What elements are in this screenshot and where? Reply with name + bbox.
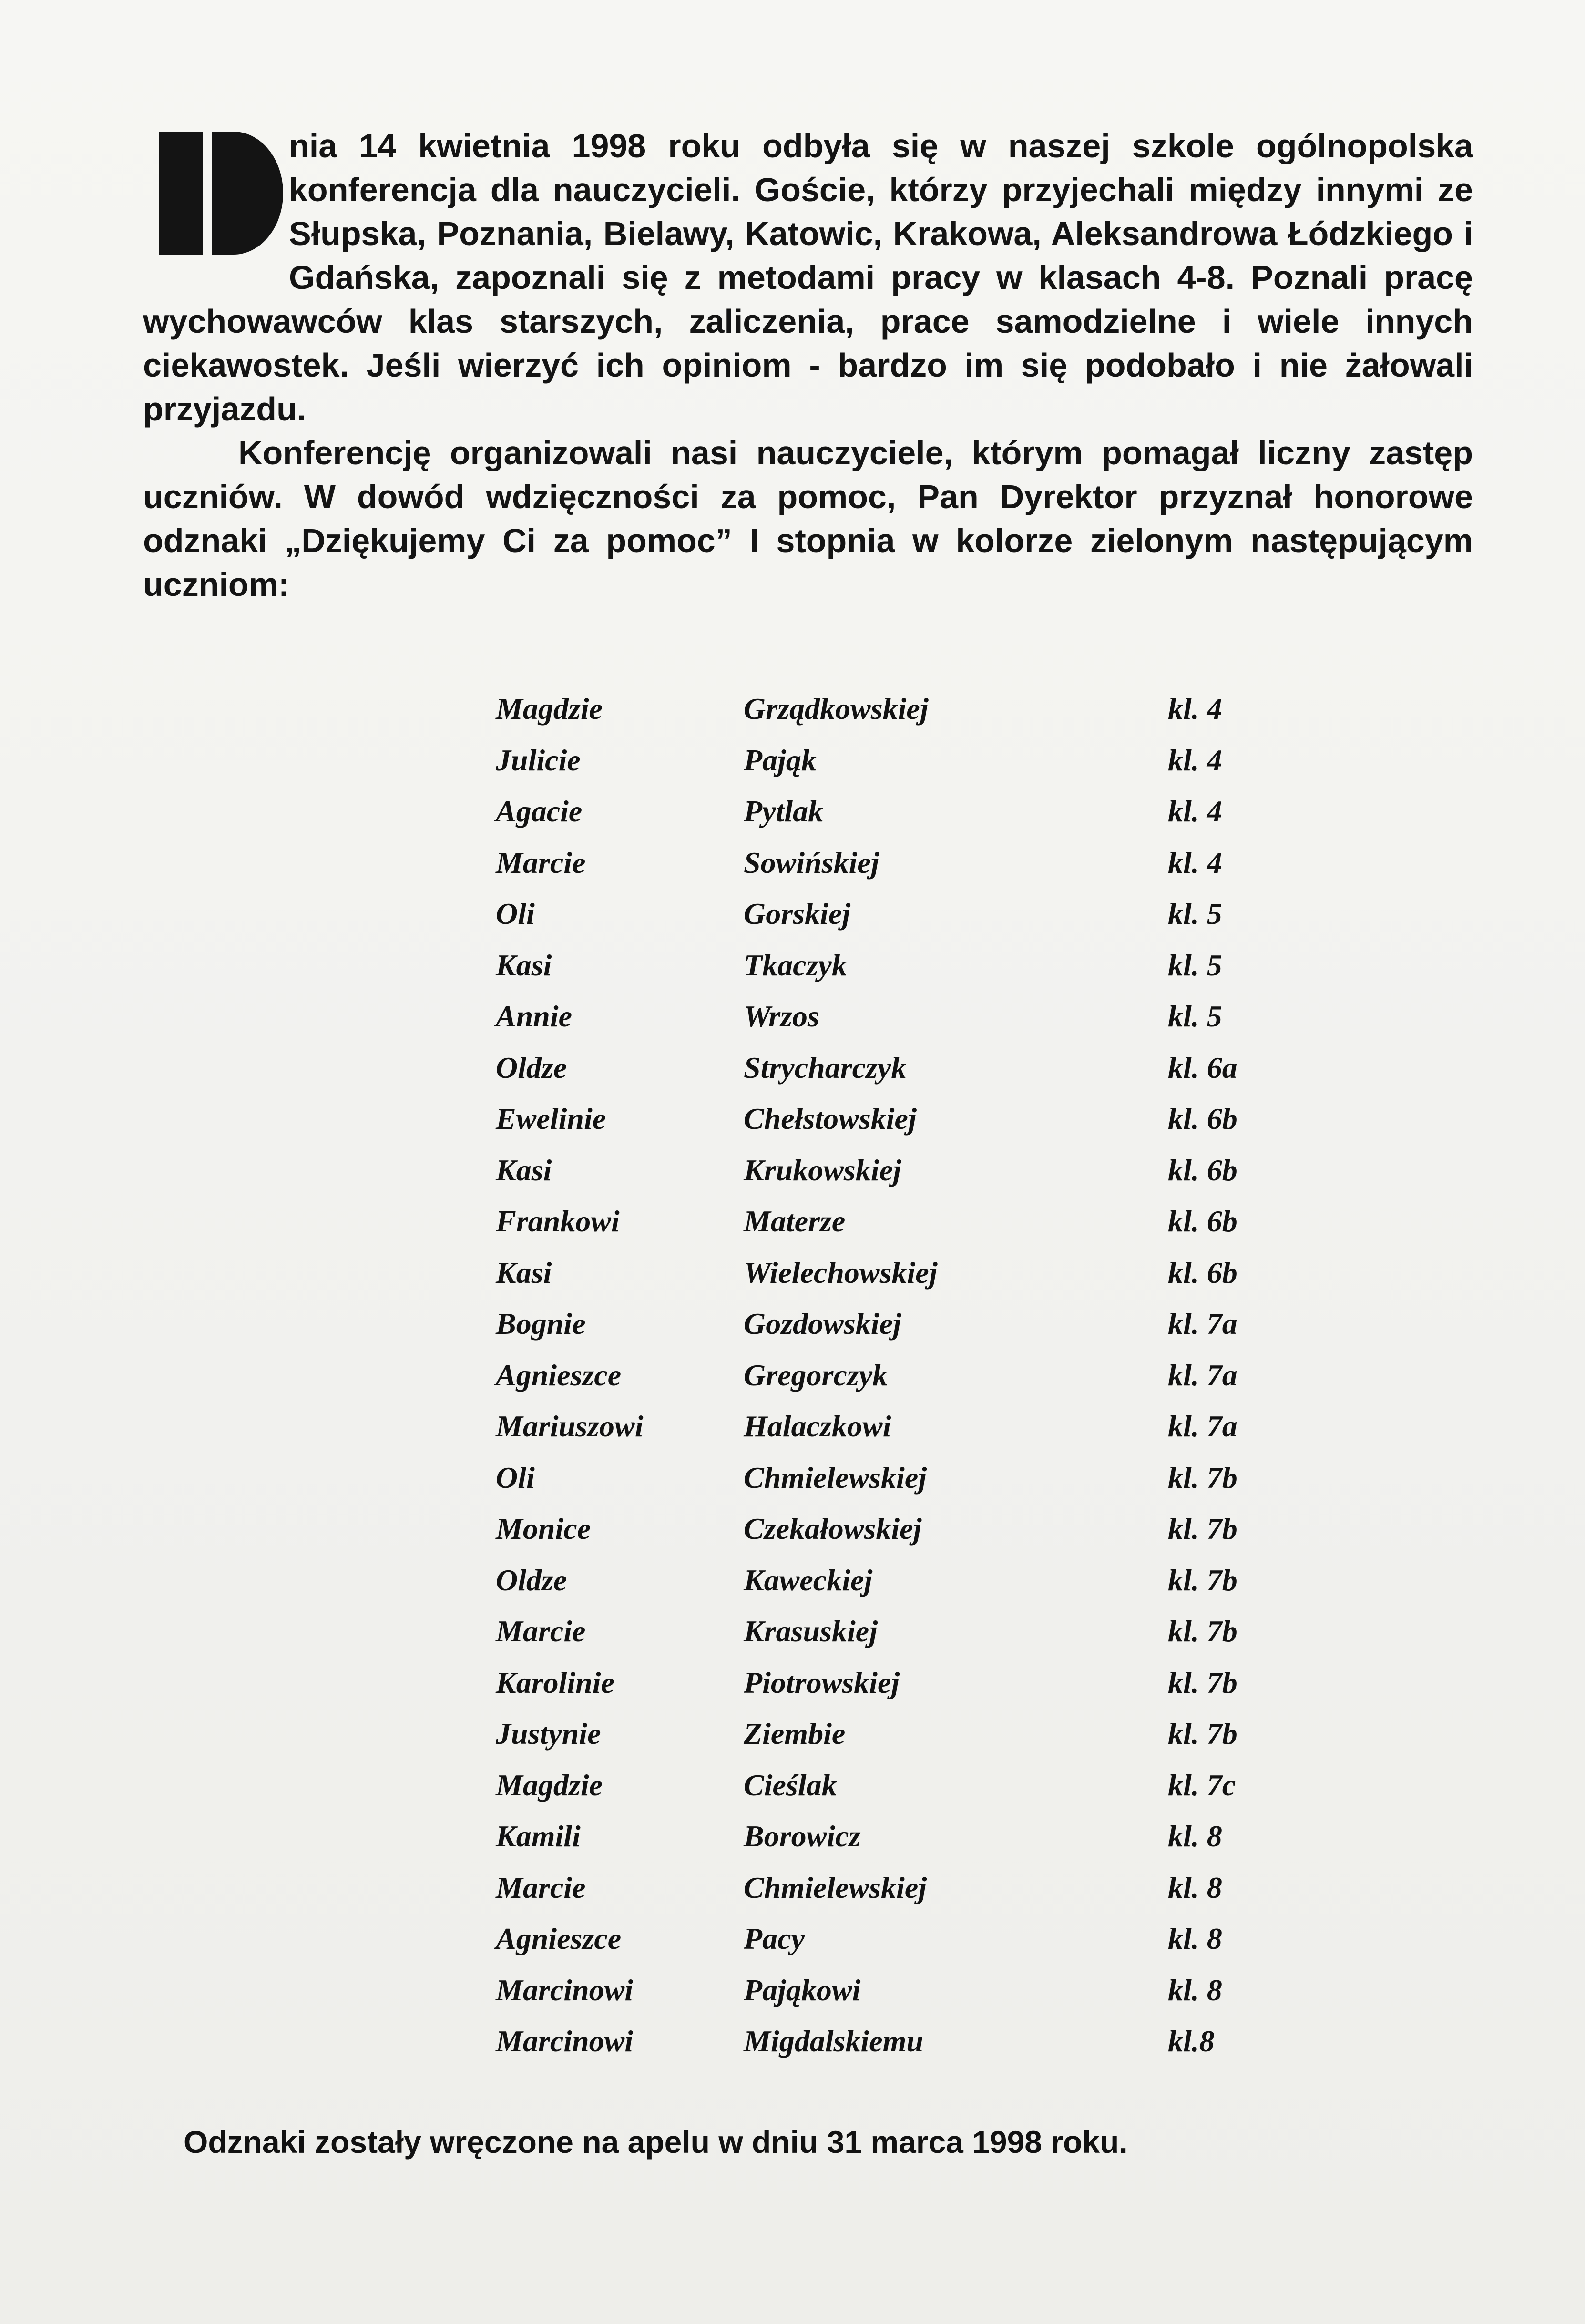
student-class: kl.8 xyxy=(1168,2024,1215,2058)
student-class: kl. 4 xyxy=(1168,794,1222,828)
student-class: kl. 8 xyxy=(1168,1973,1222,2007)
student-last-name: Chmielewskiej xyxy=(744,1460,927,1495)
student-row xyxy=(496,845,1306,897)
student-class: kl. 6b xyxy=(1168,1204,1237,1238)
student-first-name: Magdzie xyxy=(496,1768,603,1802)
student-last-name: Krasuskiej xyxy=(744,1614,878,1648)
student-first-name: Magdzie xyxy=(496,692,603,726)
student-last-name: Migdalskiemu xyxy=(744,2024,923,2058)
student-row xyxy=(496,1306,1306,1358)
student-class: kl. 7b xyxy=(1168,1563,1237,1597)
dropcap-letter xyxy=(140,124,283,262)
student-last-name: Strycharczyk xyxy=(744,1050,907,1085)
student-class: kl. 4 xyxy=(1168,845,1222,880)
student-first-name: Bognie xyxy=(496,1307,586,1341)
student-last-name: Ziembie xyxy=(744,1717,846,1751)
student-first-name: Kasi xyxy=(496,1153,552,1187)
student-class: kl. 8 xyxy=(1168,1870,1222,1904)
student-row xyxy=(496,1870,1306,1922)
student-row xyxy=(496,1511,1306,1563)
student-first-name: Agnieszce xyxy=(496,1922,622,1955)
student-class: kl. 7a xyxy=(1168,1307,1237,1341)
student-first-name: Mariuszowi xyxy=(496,1409,644,1443)
student-class: kl. 8 xyxy=(1168,1819,1222,1853)
student-last-name: Borowicz xyxy=(744,1819,861,1853)
student-first-name: Kasi xyxy=(496,1255,552,1290)
student-class: kl. 7a xyxy=(1168,1409,1237,1443)
student-row xyxy=(496,1973,1306,2024)
student-last-name: Cieślak xyxy=(744,1768,837,1802)
student-row xyxy=(496,2024,1306,2075)
student-row xyxy=(496,948,1306,999)
student-row xyxy=(496,1460,1306,1512)
student-first-name: Oldze xyxy=(496,1563,567,1597)
student-row xyxy=(496,1255,1306,1307)
student-class: kl. 4 xyxy=(1168,743,1222,777)
student-first-name: Oli xyxy=(496,1460,535,1495)
article-text xyxy=(143,124,1473,606)
intro-paragraph: nia 14 kwietnia 1998 roku odbyła się w naszej szkole ogólnopolska konferencja dla nauczycieli. Goście, którzy przyjechali między innymi ze Słupska, Poznania, Bielawy, Katowic, Krakowa, Aleksandrowa Łódzkiego i Gdańska, zapoznali się z metodami pracy w klasach 4-8. Poznali pracę wychowawców klas starszych, zaliczenia, prace samodzielne i wiele innych ciekawostek. Jeśli wierzyć ich opiniom - bardzo im się podobało i nie żałowali przyjazdu. xyxy=(143,127,1473,428)
student-last-name: Piotrowskiej xyxy=(744,1665,900,1699)
student-row xyxy=(496,1204,1306,1255)
student-class: kl. 6a xyxy=(1168,1050,1237,1085)
student-first-name: Annie xyxy=(496,999,573,1033)
student-row xyxy=(496,1921,1306,1973)
student-first-name: Frankowi xyxy=(496,1204,620,1238)
student-class: kl. 6b xyxy=(1168,1255,1237,1290)
student-first-name: Marcie xyxy=(496,1870,586,1904)
student-last-name: Pająk xyxy=(744,743,817,777)
student-first-name: Oli xyxy=(496,897,535,931)
student-first-name: Marcie xyxy=(496,845,586,880)
student-first-name: Monice xyxy=(496,1512,591,1546)
student-last-name: Chełstowskiej xyxy=(744,1102,917,1136)
student-last-name: Pająkowi xyxy=(744,1973,861,2007)
student-row xyxy=(496,1819,1306,1870)
student-row xyxy=(496,1050,1306,1102)
student-class: kl. 5 xyxy=(1168,897,1222,931)
student-row xyxy=(496,896,1306,948)
student-last-name: Pacy xyxy=(744,1922,805,1955)
student-first-name: Ewelinie xyxy=(496,1102,606,1136)
student-row xyxy=(496,1614,1306,1665)
student-class: kl. 5 xyxy=(1168,948,1222,982)
student-row xyxy=(496,1409,1306,1460)
student-first-name: Agacie xyxy=(496,794,583,828)
student-row xyxy=(496,1358,1306,1409)
student-first-name: Karolinie xyxy=(496,1665,614,1699)
student-first-name: Kamili xyxy=(496,1819,581,1853)
student-last-name: Gorskiej xyxy=(744,897,850,931)
student-last-name: Kaweckiej xyxy=(744,1563,873,1597)
student-last-name: Tkaczyk xyxy=(744,948,847,982)
student-last-name: Czekałowskiej xyxy=(744,1512,922,1546)
student-first-name: Marcie xyxy=(496,1614,586,1648)
student-last-name: Grządkowskiej xyxy=(744,692,929,726)
student-first-name: Kasi xyxy=(496,948,552,982)
student-class: kl. 5 xyxy=(1168,999,1222,1033)
student-list xyxy=(496,691,1306,2075)
student-row xyxy=(496,743,1306,794)
student-last-name: Wielechowskiej xyxy=(744,1255,938,1290)
student-row xyxy=(496,794,1306,845)
student-last-name: Materze xyxy=(744,1204,846,1238)
thanks-paragraph: Konferencję organizowali nasi nauczyciele, którym pomagał liczny zastęp uczniów. W dowód wdzięczności za pomoc, Pan Dyrektor przyznał honorowe odznaki „Dziękujemy Ci za pomoc” I stopnia w kolorze zielonym następującym uczniom: xyxy=(143,434,1473,603)
student-first-name: Marcinowi xyxy=(496,1973,634,2007)
student-last-name: Wrzos xyxy=(744,999,819,1033)
student-class: kl. 7b xyxy=(1168,1665,1237,1699)
student-class: kl. 8 xyxy=(1168,1922,1222,1955)
student-last-name: Krukowskiej xyxy=(744,1153,901,1187)
dropcap-d-icon xyxy=(140,124,283,262)
student-class: kl. 4 xyxy=(1168,692,1222,726)
student-row xyxy=(496,1665,1306,1717)
footer-note: Odznaki zostały wręczone na apelu w dniu 31 marca 1998 roku. xyxy=(184,2124,1128,2160)
student-last-name: Gregorczyk xyxy=(744,1358,888,1392)
student-class: kl. 7b xyxy=(1168,1717,1237,1751)
student-row xyxy=(496,999,1306,1050)
student-last-name: Gozdowskiej xyxy=(744,1307,901,1341)
student-row xyxy=(496,1563,1306,1614)
student-first-name: Marcinowi xyxy=(496,2024,634,2058)
student-row xyxy=(496,691,1306,743)
student-row xyxy=(496,1153,1306,1204)
student-last-name: Sowińskiej xyxy=(744,845,879,880)
student-first-name: Agnieszce xyxy=(496,1358,622,1392)
student-first-name: Oldze xyxy=(496,1050,567,1085)
student-class: kl. 7a xyxy=(1168,1358,1237,1392)
student-class: kl. 7b xyxy=(1168,1614,1237,1648)
student-class: kl. 7c xyxy=(1168,1768,1236,1802)
student-class: kl. 7b xyxy=(1168,1512,1237,1546)
student-last-name: Chmielewskiej xyxy=(744,1870,927,1904)
student-row xyxy=(496,1101,1306,1153)
student-last-name: Halaczkowi xyxy=(744,1409,891,1443)
student-row xyxy=(496,1716,1306,1768)
student-class: kl. 7b xyxy=(1168,1460,1237,1495)
student-first-name: Julicie xyxy=(496,743,581,777)
student-class: kl. 6b xyxy=(1168,1153,1237,1187)
student-first-name: Justynie xyxy=(496,1717,601,1751)
student-class: kl. 6b xyxy=(1168,1102,1237,1136)
student-last-name: Pytlak xyxy=(744,794,824,828)
student-row xyxy=(496,1768,1306,1819)
